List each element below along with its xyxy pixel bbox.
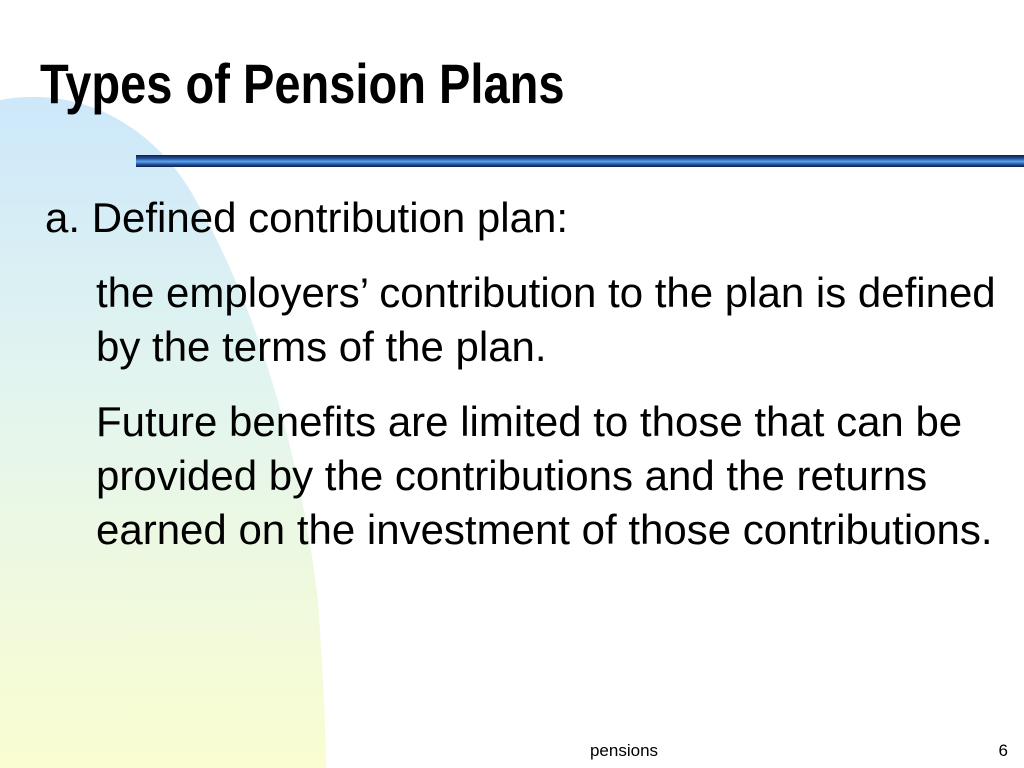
section-heading: a. Defined contribution plan:	[45, 194, 569, 241]
footer-label: pensions	[589, 741, 659, 760]
definition-paragraph: the employers’ contribution to the plan is defined by the terms of the plan.	[96, 269, 996, 370]
benefits-paragraph: Future benefits are limited to those that can be provided by the contributions and the returns earned on the investment of those contributions.	[96, 398, 993, 553]
page-number: 6	[998, 741, 1008, 760]
title-divider	[136, 155, 1024, 167]
slide-title: Types of Pension Plans	[40, 52, 565, 115]
